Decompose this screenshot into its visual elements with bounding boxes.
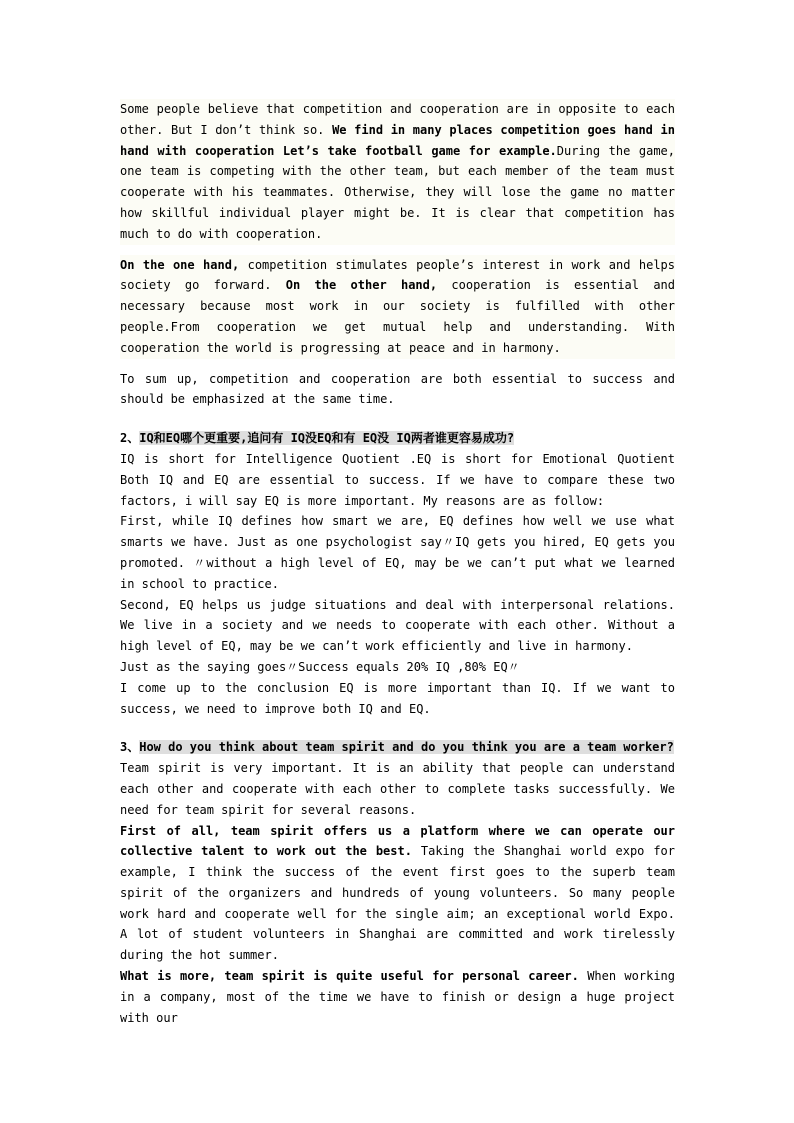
- text-run: cooperation is essential and necessary because most work in our society is fulfilled with other people.From cooperation we get mutual help and understanding. With cooperation the world is progressing at peace and in harmony.: [120, 278, 675, 355]
- bold-text-run: On the other hand,: [285, 278, 438, 293]
- question-heading-2: [120, 428, 675, 449]
- text-run: When working in a company, most of the time we have to finish or design a huge project with our: [120, 969, 676, 1025]
- answer-line: Second, EQ helps us judge situations and deal with interpersonal relations. We live in a society and we needs to cooperate with each other. Without a high level of EQ, may be we can’t work efficiently and live in harmony.: [120, 597, 675, 654]
- answer-point-first: [120, 821, 675, 967]
- paragraph-competition-body: [120, 255, 675, 359]
- document-page: [120, 99, 675, 1028]
- answer-block-2: [120, 449, 675, 719]
- paragraph-competition-intro: [120, 99, 675, 245]
- answer-line: First, while IQ defines how smart we are, EQ defines how well we use what smarts we have. Just as one psychologist say〃IQ gets you hired, EQ gets you promoted. 〃without a high level of EQ, may be we can’t put what we learned in school to practice.: [120, 514, 675, 591]
- text-run: Taking the Shanghai world expo for example, I think the success of the event first goes to the superb team spirit of the organizers and hundreds of young volunteers. So many people work hard and cooperate well for the single aim; an exceptional world Expo. A lot of student volunteers in Shanghai are committed and work tirelessly during the hot summer.: [120, 844, 675, 963]
- answer-line: I come up to the conclusion EQ is more important than IQ. If we want to success, we need to improve both IQ and EQ.: [120, 680, 675, 716]
- answer-line: IQ is short for Intelligence Quotient .EQ is short for Emotional Quotient Both IQ and EQ are essential to success. If we have to compare these two factors, i will say EQ is more important. My reasons are as follow:: [120, 451, 675, 508]
- paragraph-competition-conclusion: To sum up, competition and cooperation are both essential to success and should be emphasized at the same time.: [120, 371, 675, 407]
- text-run: competition stimulates people’s interest in work and helps society go forward.: [120, 257, 675, 293]
- bold-text-run: We find in many places competition goes hand in hand with cooperation Let’s take football game for example.: [120, 122, 676, 158]
- text-run: During the game, one team is competing with the other team, but each member of the team must cooperate with his teammates. Otherwise, they will lose the game no matter how skillful individual player might be. It is clear that competition has much to do with cooperation.: [120, 143, 675, 241]
- question-heading-3: [120, 737, 675, 758]
- answer-line: Just as the saying goes〃Success equals 20% IQ ,80% EQ〃: [120, 659, 520, 674]
- question-text: IQ和EQ哪个更重要,追问有 IQ没EQ和有 EQ没 IQ两者谁更容易成功?: [139, 431, 515, 446]
- question-number: 3、: [120, 740, 140, 755]
- answer-point-second: [120, 966, 675, 1028]
- bold-text-run: First of all, team spirit offers us a platform where we can operate our collective talent to work out the best.: [120, 823, 675, 859]
- question-text: How do you think about team spirit and do you think you are a team worker?: [139, 740, 674, 755]
- question-number: 2、: [120, 431, 140, 446]
- bold-text-run: What is more, team spirit is quite useful for personal career.: [120, 969, 579, 984]
- answer-intro-3: Team spirit is very important. It is an ability that people can understand each other and cooperate with each other to complete tasks successfully. We need for team spirit for several reasons.: [120, 761, 675, 817]
- text-run: Some people believe that competition and cooperation are in opposite to each other. But I don’t think so.: [120, 102, 675, 137]
- bold-text-run: On the one hand,: [120, 257, 240, 272]
